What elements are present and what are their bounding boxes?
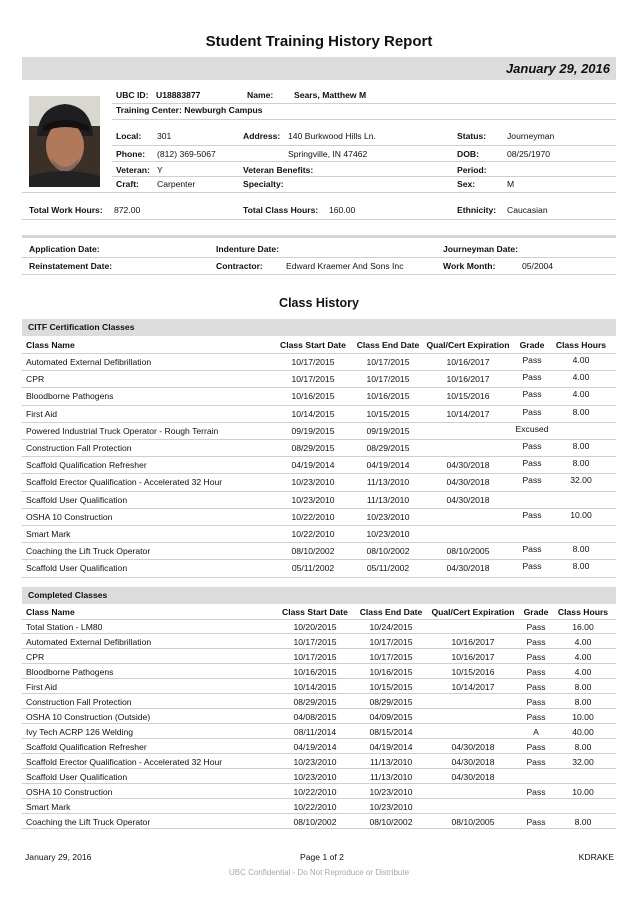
cell-qual-cert-expiration: 04/30/2018 [451,772,495,782]
cell-class-start-date: 08/10/2002 [293,817,337,827]
column-header-qual-cert-expiration: Qual/Cert Expiration [431,607,515,617]
indenture-date-label: Indenture Date: [216,244,280,254]
phone-label: Phone: [116,149,146,159]
footer-page: Page 1 of 2 [300,852,344,862]
cell-grade: Pass [522,355,542,365]
divider [22,219,616,220]
cell-class-name: Scaffold Erector Qualification - Accelerated 32 Hour [26,757,223,767]
table-row-divider [22,678,616,679]
veteran-label: Veteran: [116,165,150,175]
cell-grade: Pass [522,475,542,486]
cell-class-hours: 32.00 [572,757,594,767]
cell-class-end-date: 10/17/2015 [366,357,410,367]
table-row-divider [22,577,616,578]
cell-qual-cert-expiration: 04/30/2018 [451,757,495,767]
cell-grade: Pass [526,787,546,797]
cell-class-start-date: 10/17/2015 [293,652,337,662]
citf-section-title: CITF Certification Classes [28,322,135,332]
column-header-class-hours: Class Hours [557,607,609,617]
reinstatement-date-label: Reinstatement Date: [29,261,113,271]
cell-class-hours: 8.00 [574,697,592,707]
column-header-grade: Grade [523,607,549,617]
cell-class-end-date: 10/23/2010 [369,787,413,797]
cell-class-name: Coaching the Lift Truck Operator [26,817,151,827]
cell-qual-cert-expiration: 04/30/2018 [446,460,490,471]
cell-class-start-date: 10/23/2010 [291,477,335,488]
cell-grade: Pass [526,817,546,827]
status-label: Status: [457,131,487,141]
cell-grade: Pass [522,509,542,520]
table-row-divider [22,387,616,388]
table-row-divider [22,708,616,709]
cell-class-end-date: 10/24/2015 [369,622,413,632]
column-header-class-start-date: Class Start Date [282,607,348,617]
cell-grade: Pass [522,372,542,383]
cell-class-hours: 8.00 [574,742,592,752]
cell-qual-cert-expiration: 10/16/2017 [451,652,495,662]
cell-qual-cert-expiration: 04/30/2018 [446,477,490,488]
column-header-class-name: Class Name [26,607,75,617]
cell-class-start-date: 10/17/2015 [291,374,335,385]
cell-class-start-date: 10/20/2015 [293,622,337,632]
cell-class-end-date: 04/19/2014 [369,742,413,752]
divider [22,235,616,238]
ethnicity-label: Ethnicity: [457,205,497,215]
cell-class-end-date: 10/23/2010 [369,802,413,812]
address-line1: 140 Burkwood Hills Ln. [288,131,376,141]
table-row-divider [22,370,616,371]
cell-class-name: Smart Mark [26,529,71,539]
footer-date: January 29, 2016 [25,852,92,862]
cell-class-hours: 4.00 [572,372,590,383]
cell-class-name: Bloodborne Pathogens [26,391,114,402]
cell-class-hours: 8.00 [572,441,590,451]
craft-label: Craft: [116,179,139,189]
table-row-divider [22,491,616,492]
cell-class-name: OSHA 10 Construction (Outside) [26,712,151,722]
column-header-class-name: Class Name [26,340,75,350]
cell-class-end-date: 10/16/2015 [366,391,410,402]
status-value: Journeyman [507,131,555,141]
cell-class-start-date: 10/23/2010 [293,757,337,767]
specialty-label: Specialty: [243,179,284,189]
total-class-hours-value: 160.00 [329,205,356,215]
column-header-grade: Grade [519,340,545,350]
citf-section-bar [22,319,616,336]
table-row-divider [22,422,616,423]
table-row-divider [22,753,616,754]
table-row-divider [22,525,616,526]
cell-class-end-date: 09/19/2015 [366,425,410,436]
cell-class-end-date: 08/10/2002 [369,817,413,827]
divider [112,103,616,104]
contractor-value: Edward Kraemer And Sons Inc [286,261,404,271]
local-label: Local: [116,131,142,141]
cell-grade: Pass [526,712,546,722]
cell-grade: Excused [515,423,549,434]
cell-class-end-date: 11/13/2010 [369,772,413,782]
cell-class-name: Ivy Tech ACRP 126 Welding [26,727,134,737]
cell-class-end-date: 10/16/2015 [369,667,413,677]
cell-class-hours: 4.00 [574,652,592,662]
cell-class-start-date: 04/08/2015 [293,712,337,722]
divider [112,176,616,177]
cell-qual-cert-expiration: 10/16/2017 [446,374,490,385]
application-date-label: Application Date: [29,244,100,254]
cell-class-name: First Aid [26,682,58,692]
cell-class-end-date: 10/17/2015 [366,374,410,385]
craft-value: Carpenter [157,179,196,189]
total-class-hours-label: Total Class Hours: [243,205,319,215]
cell-class-start-date: 10/14/2015 [291,408,335,419]
name-value: Sears, Matthew M [294,90,367,100]
cell-class-end-date: 10/17/2015 [369,637,413,647]
phone-value: (812) 369-5067 [157,149,216,159]
cell-class-end-date: 11/13/2010 [369,757,413,767]
sex-label: Sex: [457,179,476,189]
cell-class-end-date: 10/17/2015 [369,652,413,662]
period-label: Period: [457,165,487,175]
cell-grade: A [533,727,539,737]
cell-class-start-date: 04/19/2014 [291,460,335,471]
divider [22,192,616,193]
cell-class-name: OSHA 10 Construction [26,787,113,797]
divider [112,161,616,162]
divider [22,257,616,258]
table-row-divider [22,798,616,799]
table-row-divider [22,508,616,509]
cell-class-name: Scaffold Qualification Refresher [26,460,147,471]
address-label: Address: [243,131,281,141]
cell-class-name: Powered Industrial Truck Operator - Rough Terrain [26,425,219,436]
cell-class-name: Automated External Defibrillation [26,357,152,367]
cell-qual-cert-expiration: 10/14/2017 [446,408,490,419]
cell-grade: Pass [526,637,546,647]
cell-grade: Pass [526,667,546,677]
ubc-id-label: UBC ID: [116,90,149,100]
cell-class-start-date: 08/11/2014 [293,727,337,737]
cell-grade: Pass [522,406,542,417]
cell-class-start-date: 10/22/2010 [293,787,337,797]
cell-class-end-date: 08/15/2014 [369,727,413,737]
table-row-divider [22,542,616,543]
work-month-label: Work Month: [443,261,496,271]
cell-grade: Pass [522,389,542,400]
cell-class-start-date: 10/23/2010 [291,494,335,505]
cell-qual-cert-expiration: 04/30/2018 [446,563,490,574]
completed-section-title: Completed Classes [28,590,108,600]
cell-class-name: Construction Fall Protection [26,697,132,707]
cell-class-hours: 4.00 [572,355,590,365]
divider [112,119,616,120]
report-date-bar [22,57,616,80]
table-row-divider [22,663,616,664]
cell-qual-cert-expiration: 10/15/2016 [446,391,490,402]
cell-class-hours: 16.00 [572,622,594,632]
cell-class-name: Coaching the Lift Truck Operator [26,546,151,557]
cell-class-start-date: 08/29/2015 [293,697,337,707]
cell-class-name: Scaffold Erector Qualification - Accelerated 32 Hour [26,477,223,488]
cell-class-start-date: 10/17/2015 [291,357,335,367]
cell-qual-cert-expiration: 08/10/2005 [451,817,495,827]
cell-class-start-date: 10/22/2010 [291,529,335,539]
cell-class-name: Scaffold User Qualification [26,494,128,505]
class-history-title: Class History [279,296,359,310]
veteran-value: Y [157,165,163,175]
cell-class-name: CPR [26,652,45,662]
cell-class-name: Scaffold Qualification Refresher [26,742,147,752]
cell-qual-cert-expiration: 10/16/2017 [451,637,495,647]
cell-grade: Pass [522,544,542,555]
sex-value: M [507,179,515,189]
cell-qual-cert-expiration: 04/30/2018 [446,494,490,505]
cell-qual-cert-expiration: 10/14/2017 [451,682,495,692]
column-header-class-hours: Class Hours [555,340,607,350]
cell-class-start-date: 10/14/2015 [293,682,337,692]
table-row-divider [22,723,616,724]
cell-class-hours: 8.00 [572,458,590,469]
cell-class-end-date: 10/23/2010 [366,529,410,539]
cell-class-name: First Aid [26,408,58,419]
cell-class-name: Scaffold User Qualification [26,563,128,574]
work-month-value: 05/2004 [522,261,554,271]
column-header-class-end-date: Class End Date [356,340,420,350]
cell-class-start-date: 10/16/2015 [293,667,337,677]
cell-grade: Pass [526,742,546,752]
cell-class-hours: 40.00 [572,727,594,737]
cell-class-start-date: 10/23/2010 [293,772,337,782]
cell-class-end-date: 11/13/2010 [366,477,410,488]
local-value: 301 [157,131,172,141]
cell-class-hours: 4.00 [574,667,592,677]
table-row-divider [22,648,616,649]
cell-class-start-date: 08/29/2015 [291,443,335,453]
table-row-divider [22,813,616,814]
cell-class-end-date: 11/13/2010 [366,494,410,505]
name-label: Name: [247,90,274,100]
table-row-divider [22,405,616,406]
cell-qual-cert-expiration: 10/15/2016 [451,667,495,677]
confidential-notice: UBC Confidential - Do Not Reproduce or Distribute [228,868,410,877]
table-row-divider [22,439,616,440]
cell-class-hours: 8.00 [572,544,590,555]
cell-qual-cert-expiration: 10/16/2017 [446,357,490,367]
cell-class-start-date: 10/16/2015 [291,391,335,402]
column-header-qual-cert-expiration: Qual/Cert Expiration [426,340,510,350]
column-header-class-end-date: Class End Date [359,607,423,617]
contractor-label: Contractor: [216,261,263,271]
cell-class-name: Total Station - LM80 [26,622,103,632]
footer-user: KDRAKE [578,852,614,862]
table-row-divider [22,768,616,769]
cell-class-end-date: 10/15/2015 [366,408,410,419]
cell-class-name: Bloodborne Pathogens [26,667,114,677]
cell-class-start-date: 09/19/2015 [291,425,335,436]
cell-class-end-date: 10/23/2010 [366,511,410,522]
dob-value: 08/25/1970 [507,149,551,159]
cell-class-name: Smart Mark [26,802,71,812]
cell-class-hours: 10.00 [572,787,594,797]
ubc-id-value: U18883877 [156,90,201,100]
cell-class-end-date: 04/09/2015 [369,712,413,722]
cell-class-end-date: 10/15/2015 [369,682,413,692]
divider [22,274,616,275]
cell-class-name: OSHA 10 Construction [26,511,113,522]
cell-class-hours: 8.00 [572,561,590,572]
cell-class-name: Construction Fall Protection [26,443,132,453]
cell-class-start-date: 10/22/2010 [293,802,337,812]
cell-class-start-date: 04/19/2014 [293,742,337,752]
cell-class-hours: 4.00 [572,389,590,400]
cell-class-start-date: 10/22/2010 [291,511,335,522]
cell-class-start-date: 10/17/2015 [293,637,337,647]
total-work-hours-value: 872.00 [114,205,141,215]
journeyman-date-label: Journeyman Date: [443,244,518,254]
cell-class-end-date: 08/10/2002 [366,546,410,557]
report-date: January 29, 2016 [505,61,610,76]
cell-grade: Pass [522,458,542,469]
cell-class-hours: 4.00 [574,637,592,647]
report-title: Student Training History Report [205,33,433,50]
cell-class-name: Scaffold User Qualification [26,772,128,782]
cell-class-hours: 10.00 [570,509,592,520]
cell-class-hours: 8.00 [572,406,590,417]
address-line2: Springville, IN 47462 [288,149,368,159]
cell-class-name: Automated External Defibrillation [26,637,152,647]
table-row-divider [22,473,616,474]
table-row-divider [22,738,616,739]
cell-grade: Pass [522,561,542,572]
cell-class-start-date: 05/11/2002 [291,563,335,574]
cell-grade: Pass [522,441,542,451]
cell-class-hours: 8.00 [574,682,592,692]
table-row-divider [22,633,616,634]
column-header-class-start-date: Class Start Date [280,340,346,350]
header-divider [22,619,616,620]
cell-grade: Pass [526,652,546,662]
training-center: Training Center: Newburgh Campus [116,105,263,115]
cell-class-end-date: 05/11/2002 [366,563,410,574]
cell-grade: Pass [526,682,546,692]
total-work-hours-label: Total Work Hours: [29,205,103,215]
ethnicity-value: Caucasian [507,205,548,215]
cell-grade: Pass [526,622,546,632]
student-photo [29,96,100,187]
divider [112,145,616,146]
cell-class-end-date: 04/19/2014 [366,460,410,471]
cell-class-end-date: 08/29/2015 [366,443,410,453]
cell-grade: Pass [526,697,546,707]
cell-class-name: CPR [26,374,45,385]
table-row-divider [22,693,616,694]
header-divider [22,353,616,354]
veteran-benefits-label: Veteran Benefits: [243,165,314,175]
cell-class-start-date: 08/10/2002 [291,546,335,557]
cell-class-hours: 32.00 [570,475,592,486]
completed-section-bar [22,587,616,604]
table-row-divider [22,783,616,784]
cell-qual-cert-expiration: 04/30/2018 [451,742,495,752]
cell-grade: Pass [526,757,546,767]
table-row-divider [22,559,616,560]
cell-class-hours: 10.00 [572,712,594,722]
cell-qual-cert-expiration: 08/10/2005 [446,546,490,557]
table-row-divider [22,456,616,457]
cell-class-end-date: 08/29/2015 [369,697,413,707]
dob-label: DOB: [457,149,479,159]
table-row-divider [22,828,616,829]
cell-class-hours: 8.00 [574,817,592,827]
